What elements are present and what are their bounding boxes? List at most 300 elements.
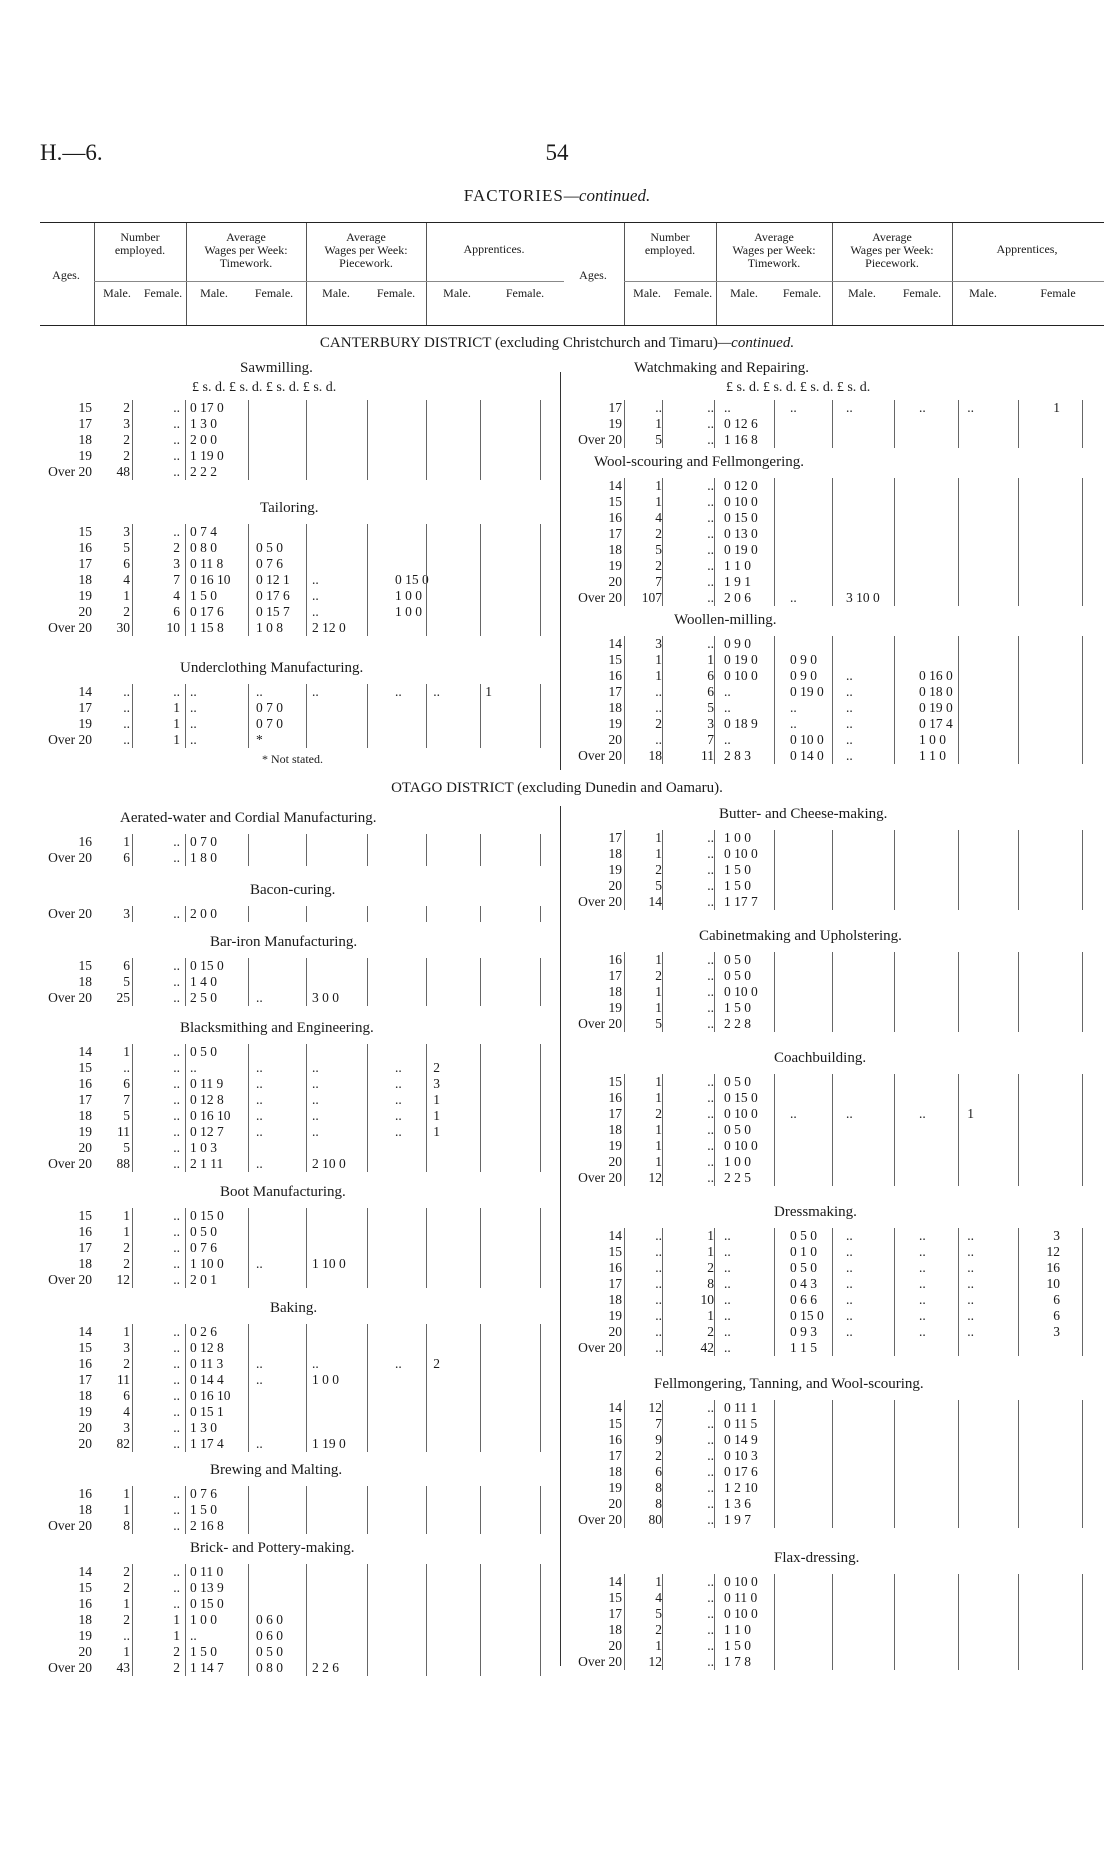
table-row bbox=[564, 574, 1104, 590]
male-timework-wage: 0 5 0 bbox=[724, 1122, 751, 1137]
males-employed: .. bbox=[655, 684, 662, 699]
header-line: Piecework. bbox=[339, 256, 393, 270]
age: Over 20 bbox=[578, 1340, 622, 1355]
age: 19 bbox=[608, 1308, 622, 1323]
males-employed: 3 bbox=[123, 1420, 130, 1435]
column-rule bbox=[426, 834, 427, 866]
male-timework-wage: 0 15 0 bbox=[190, 1596, 224, 1611]
header-divider bbox=[716, 223, 717, 325]
age: 17 bbox=[608, 1106, 622, 1121]
male-timework-wage: 1 16 8 bbox=[724, 432, 758, 447]
male-apprentices: .. bbox=[967, 1308, 974, 1323]
females-employed: .. bbox=[707, 432, 714, 447]
table-row bbox=[564, 846, 1104, 862]
males-employed: 2 bbox=[123, 604, 130, 619]
males-employed: 1 bbox=[123, 1044, 130, 1059]
male-timework-wage: 0 17 0 bbox=[190, 400, 224, 415]
males-employed: 18 bbox=[648, 748, 662, 763]
females-employed: 6 bbox=[707, 684, 714, 699]
females-employed: 6 bbox=[707, 668, 714, 683]
column-rule bbox=[480, 1208, 481, 1288]
age: 20 bbox=[608, 1496, 622, 1511]
females-employed: 8 bbox=[707, 1276, 714, 1291]
males-employed: 80 bbox=[648, 1512, 662, 1527]
female-timework-wage: 0 10 0 bbox=[790, 732, 824, 747]
header-divider bbox=[426, 223, 427, 325]
female-piecework-wage: .. bbox=[395, 1108, 402, 1123]
header-ages: Ages. bbox=[579, 268, 607, 282]
males-employed: 1 bbox=[123, 1502, 130, 1517]
column-rule bbox=[1082, 478, 1083, 606]
column-rule bbox=[714, 830, 715, 910]
male-apprentices: .. bbox=[967, 400, 974, 415]
age: 19 bbox=[608, 716, 622, 731]
column-separator bbox=[560, 806, 561, 1666]
column-rule bbox=[774, 952, 775, 1032]
male-timework-wage: .. bbox=[190, 1060, 197, 1075]
male-timework-wage: 2 2 8 bbox=[724, 1016, 751, 1031]
document-title bbox=[0, 186, 1114, 206]
male-timework-wage: 0 9 0 bbox=[724, 636, 751, 651]
male-timework-wage: 1 2 10 bbox=[724, 1480, 758, 1495]
male-timework-wage: 1 7 8 bbox=[724, 1654, 751, 1669]
age: 16 bbox=[608, 510, 622, 525]
males-employed: 2 bbox=[655, 716, 662, 731]
females-employed: .. bbox=[707, 984, 714, 999]
column-rule bbox=[832, 952, 833, 1032]
header-line: Wages per Week: bbox=[850, 243, 934, 257]
header-male: Male. bbox=[103, 286, 131, 300]
females-employed: .. bbox=[173, 1502, 180, 1517]
table-row bbox=[40, 556, 560, 572]
males-employed: 5 bbox=[655, 1606, 662, 1621]
females-employed: .. bbox=[707, 1654, 714, 1669]
table-row bbox=[564, 510, 1104, 526]
males-employed: 25 bbox=[116, 990, 130, 1005]
header-line: Average bbox=[754, 230, 794, 244]
female-timework-wage: .. bbox=[790, 700, 797, 715]
male-timework-wage: 0 11 0 bbox=[190, 1564, 224, 1579]
column-rule bbox=[480, 524, 481, 636]
males-employed: 1 bbox=[655, 1638, 662, 1653]
male-piecework-wage: .. bbox=[312, 604, 319, 619]
males-employed: .. bbox=[123, 732, 130, 747]
table-row bbox=[40, 1644, 560, 1660]
female-timework-wage: 0 5 0 bbox=[256, 1644, 283, 1659]
column-rule bbox=[426, 524, 427, 636]
females-employed: 3 bbox=[707, 716, 714, 731]
age: 17 bbox=[608, 968, 622, 983]
female-apprentices: 16 bbox=[1046, 1260, 1060, 1275]
section-rows bbox=[40, 1324, 560, 1452]
females-employed: .. bbox=[173, 1240, 180, 1255]
section-title: Brewing and Malting. bbox=[210, 1462, 343, 1478]
male-piecework-wage: .. bbox=[846, 400, 853, 415]
females-employed: .. bbox=[173, 834, 180, 849]
male-apprentices: 3 bbox=[433, 1076, 440, 1091]
age: Over 20 bbox=[48, 850, 92, 865]
females-employed: .. bbox=[173, 1486, 180, 1501]
section-rows bbox=[564, 636, 1104, 764]
table-row bbox=[40, 1356, 560, 1372]
age: Over 20 bbox=[48, 906, 92, 921]
male-piecework-wage: .. bbox=[312, 1092, 319, 1107]
age: Over 20 bbox=[48, 990, 92, 1005]
header-line: Wages per Week: bbox=[732, 243, 816, 257]
column-rule bbox=[624, 1574, 625, 1670]
section-title: Sawmilling. bbox=[240, 360, 313, 376]
header-male: Male. bbox=[969, 286, 997, 300]
table-row bbox=[40, 572, 560, 588]
table-row bbox=[564, 1090, 1104, 1106]
females-employed: .. bbox=[173, 1140, 180, 1155]
female-piecework-wage: .. bbox=[919, 1324, 926, 1339]
female-timework-wage: 1 0 8 bbox=[256, 620, 283, 635]
header-line: Wages per Week: bbox=[324, 243, 408, 257]
column-rule bbox=[480, 1564, 481, 1676]
female-piecework-wage: 0 17 4 bbox=[919, 716, 953, 731]
column-rule bbox=[306, 684, 307, 748]
males-employed: 2 bbox=[123, 1580, 130, 1595]
header-line: Average bbox=[226, 230, 266, 244]
age: 18 bbox=[78, 432, 92, 447]
column-rule bbox=[958, 1574, 959, 1670]
females-employed: .. bbox=[707, 1496, 714, 1511]
column-rule bbox=[958, 952, 959, 1032]
males-employed: 2 bbox=[123, 1564, 130, 1579]
males-employed: 8 bbox=[123, 1518, 130, 1533]
females-employed: .. bbox=[707, 862, 714, 877]
males-employed: 6 bbox=[123, 1076, 130, 1091]
column-rule bbox=[306, 1044, 307, 1172]
male-timework-wage: 0 19 0 bbox=[724, 652, 758, 667]
column-rule bbox=[774, 478, 775, 606]
table-row bbox=[564, 1622, 1104, 1638]
male-timework-wage: 0 19 0 bbox=[724, 542, 758, 557]
males-employed: 1 bbox=[655, 652, 662, 667]
table-row bbox=[564, 1512, 1104, 1528]
females-employed: .. bbox=[173, 1324, 180, 1339]
male-apprentices: .. bbox=[967, 1260, 974, 1275]
age: 20 bbox=[78, 1140, 92, 1155]
header-line: employed. bbox=[114, 243, 166, 257]
table-row bbox=[564, 1606, 1104, 1622]
female-timework-wage: 0 5 0 bbox=[790, 1260, 817, 1275]
table-row bbox=[40, 448, 560, 464]
females-employed: 42 bbox=[700, 1340, 714, 1355]
male-timework-wage: 1 8 0 bbox=[190, 850, 217, 865]
female-timework-wage: 0 5 0 bbox=[790, 1228, 817, 1243]
females-employed: .. bbox=[707, 478, 714, 493]
age: 20 bbox=[608, 1638, 622, 1653]
male-piecework-wage: .. bbox=[846, 1292, 853, 1307]
column-rule bbox=[540, 906, 541, 922]
female-timework-wage: 0 15 7 bbox=[256, 604, 290, 619]
table-row bbox=[564, 1432, 1104, 1448]
age: 14 bbox=[608, 636, 622, 651]
section-rows bbox=[40, 1208, 560, 1288]
table-row bbox=[40, 732, 560, 748]
table-row bbox=[564, 478, 1104, 494]
females-employed: .. bbox=[707, 1480, 714, 1495]
age: 19 bbox=[78, 448, 92, 463]
males-employed: 1 bbox=[655, 984, 662, 999]
females-employed: .. bbox=[707, 494, 714, 509]
females-employed: 1 bbox=[173, 1612, 180, 1627]
currency-units-row: £ s. d. £ s. d. £ s. d. £ s. d. bbox=[192, 380, 337, 395]
age: 19 bbox=[78, 588, 92, 603]
females-employed: .. bbox=[707, 1016, 714, 1031]
female-timework-wage: 0 19 0 bbox=[790, 684, 824, 699]
column-rule bbox=[894, 400, 895, 448]
age: 18 bbox=[78, 572, 92, 587]
females-employed: .. bbox=[707, 574, 714, 589]
column-rule bbox=[185, 1486, 186, 1534]
females-employed: .. bbox=[707, 968, 714, 983]
male-timework-wage: 0 17 6 bbox=[724, 1464, 758, 1479]
females-employed: 1 bbox=[707, 1308, 714, 1323]
age: 17 bbox=[608, 1448, 622, 1463]
females-employed: .. bbox=[173, 958, 180, 973]
males-employed: 1 bbox=[123, 1486, 130, 1501]
male-timework-wage: 0 10 0 bbox=[724, 1106, 758, 1121]
females-employed: 6 bbox=[173, 604, 180, 619]
age: 18 bbox=[78, 1388, 92, 1403]
header-line: employed. bbox=[644, 243, 696, 257]
header-divider bbox=[306, 223, 307, 325]
females-employed: .. bbox=[707, 1138, 714, 1153]
male-timework-wage: 0 7 6 bbox=[190, 1240, 217, 1255]
section-rows bbox=[40, 906, 560, 922]
column-rule bbox=[774, 1074, 775, 1186]
male-timework-wage: 0 17 6 bbox=[190, 604, 224, 619]
column-rule bbox=[774, 1228, 775, 1356]
column-rule bbox=[662, 952, 663, 1032]
male-apprentices: .. bbox=[967, 1292, 974, 1307]
age: 16 bbox=[78, 834, 92, 849]
males-employed: 5 bbox=[655, 878, 662, 893]
male-piecework-wage: .. bbox=[846, 684, 853, 699]
column-rule bbox=[624, 1400, 625, 1528]
section-rows bbox=[564, 1574, 1104, 1670]
female-timework-wage: .. bbox=[256, 1076, 263, 1091]
age: 16 bbox=[78, 1596, 92, 1611]
female-piecework-wage: .. bbox=[919, 1106, 926, 1121]
header-female: Female bbox=[1040, 286, 1076, 300]
table-row bbox=[564, 1292, 1104, 1308]
female-piecework-wage: 0 18 0 bbox=[919, 684, 953, 699]
column-rule bbox=[426, 1324, 427, 1452]
males-employed: 3 bbox=[123, 1340, 130, 1355]
males-employed: 1 bbox=[655, 1154, 662, 1169]
column-rule bbox=[132, 1486, 133, 1534]
age: Over 20 bbox=[48, 1156, 92, 1171]
male-piecework-wage: .. bbox=[846, 668, 853, 683]
table-row bbox=[40, 1324, 560, 1340]
males-employed: 5 bbox=[123, 1108, 130, 1123]
male-timework-wage: .. bbox=[724, 1260, 731, 1275]
age: 14 bbox=[78, 1564, 92, 1579]
table-row bbox=[564, 1416, 1104, 1432]
male-timework-wage: .. bbox=[724, 400, 731, 415]
header-female: Female. bbox=[505, 286, 545, 300]
column-rule bbox=[306, 400, 307, 480]
age: 15 bbox=[608, 1244, 622, 1259]
males-employed: 11 bbox=[117, 1124, 130, 1139]
male-timework-wage: 1 0 0 bbox=[724, 1154, 751, 1169]
header-line: Average bbox=[346, 230, 386, 244]
female-piecework-wage: .. bbox=[919, 1228, 926, 1243]
column-rule bbox=[774, 400, 775, 448]
column-rule bbox=[1082, 636, 1083, 764]
column-rule bbox=[832, 1074, 833, 1186]
header-divider bbox=[952, 223, 953, 325]
table-row bbox=[564, 1260, 1104, 1276]
male-timework-wage: 0 14 4 bbox=[190, 1372, 224, 1387]
male-timework-wage: 0 5 0 bbox=[724, 968, 751, 983]
column-rule bbox=[774, 636, 775, 764]
age: 14 bbox=[608, 478, 622, 493]
table-row bbox=[40, 1340, 560, 1356]
females-employed: .. bbox=[707, 1090, 714, 1105]
column-rule bbox=[662, 636, 663, 764]
column-rule bbox=[132, 684, 133, 748]
females-employed: .. bbox=[707, 1170, 714, 1185]
table-row bbox=[40, 1208, 560, 1224]
column-rule bbox=[1082, 1400, 1083, 1528]
table-row bbox=[564, 1496, 1104, 1512]
male-timework-wage: 0 5 0 bbox=[724, 952, 751, 967]
males-employed: 88 bbox=[116, 1156, 130, 1171]
male-timework-wage: 1 1 0 bbox=[724, 558, 751, 573]
males-employed: 2 bbox=[655, 1448, 662, 1463]
female-piecework-wage: 1 1 0 bbox=[919, 748, 946, 763]
male-timework-wage: 1 0 0 bbox=[190, 1612, 217, 1627]
females-employed: 1 bbox=[707, 652, 714, 667]
male-timework-wage: 0 10 0 bbox=[724, 1606, 758, 1621]
male-timework-wage: 0 8 0 bbox=[190, 540, 217, 555]
age: 14 bbox=[608, 1574, 622, 1589]
males-employed: 12 bbox=[648, 1400, 662, 1415]
column-rule bbox=[662, 1574, 663, 1670]
column-rule bbox=[714, 400, 715, 448]
female-timework-wage: 0 8 0 bbox=[256, 1660, 283, 1675]
age: 20 bbox=[608, 1324, 622, 1339]
females-employed: .. bbox=[173, 906, 180, 921]
females-employed: .. bbox=[707, 1512, 714, 1527]
column-rule bbox=[1082, 830, 1083, 910]
age: 20 bbox=[608, 1154, 622, 1169]
females-employed: .. bbox=[173, 1340, 180, 1355]
column-rule bbox=[426, 1044, 427, 1172]
age: Over 20 bbox=[48, 732, 92, 747]
male-timework-wage: 1 5 0 bbox=[190, 1644, 217, 1659]
male-timework-wage: 0 14 9 bbox=[724, 1432, 758, 1447]
age: 18 bbox=[608, 700, 622, 715]
table-row bbox=[40, 1060, 560, 1076]
table-row bbox=[40, 416, 560, 432]
male-piecework-wage: .. bbox=[846, 1308, 853, 1323]
male-timework-wage: 0 5 0 bbox=[190, 1224, 217, 1239]
header-divider bbox=[624, 223, 625, 325]
male-timework-wage: 2 0 0 bbox=[190, 432, 217, 447]
header-divider bbox=[186, 223, 187, 325]
column-rule bbox=[367, 1044, 368, 1172]
column-rule bbox=[185, 1324, 186, 1452]
male-piecework-wage: .. bbox=[846, 700, 853, 715]
table-row bbox=[40, 540, 560, 556]
female-timework-wage: 0 7 6 bbox=[256, 556, 283, 571]
age: Over 20 bbox=[48, 1272, 92, 1287]
header-female: Female. bbox=[254, 286, 294, 300]
table-row bbox=[40, 1518, 560, 1534]
column-rule bbox=[1018, 636, 1019, 764]
column-rule bbox=[832, 1400, 833, 1528]
header-male: Male. bbox=[200, 286, 228, 300]
header-male: Male. bbox=[443, 286, 471, 300]
male-apprentices: 2 bbox=[433, 1060, 440, 1075]
male-timework-wage: 0 16 10 bbox=[190, 572, 231, 587]
column-rule bbox=[367, 834, 368, 866]
section-rows bbox=[40, 684, 560, 748]
section-title: Boot Manufacturing. bbox=[220, 1184, 346, 1200]
table-row bbox=[40, 990, 560, 1006]
male-timework-wage: 0 5 0 bbox=[190, 1044, 217, 1059]
table-row bbox=[40, 1240, 560, 1256]
column-rule bbox=[248, 1044, 249, 1172]
column-rule bbox=[774, 1400, 775, 1528]
column-rule bbox=[480, 684, 481, 748]
column-rule bbox=[832, 1228, 833, 1356]
column-header-block bbox=[564, 222, 1104, 326]
table-row bbox=[564, 1276, 1104, 1292]
females-employed: .. bbox=[173, 1518, 180, 1533]
male-timework-wage: 0 10 0 bbox=[724, 668, 758, 683]
male-apprentices: 1 bbox=[967, 1106, 974, 1121]
age: 15 bbox=[608, 494, 622, 509]
females-employed: .. bbox=[707, 590, 714, 605]
table-row bbox=[40, 1372, 560, 1388]
column-rule bbox=[426, 400, 427, 480]
female-timework-wage: 0 5 0 bbox=[256, 540, 283, 555]
column-rule bbox=[540, 1044, 541, 1172]
males-employed: 2 bbox=[123, 1612, 130, 1627]
male-timework-wage: 2 0 6 bbox=[724, 590, 751, 605]
column-rule bbox=[958, 478, 959, 606]
column-rule bbox=[306, 1486, 307, 1534]
female-timework-wage: .. bbox=[256, 1060, 263, 1075]
table-row bbox=[40, 1108, 560, 1124]
female-timework-wage: .. bbox=[256, 1436, 263, 1451]
male-apprentices: .. bbox=[433, 684, 440, 699]
male-timework-wage: 0 15 0 bbox=[724, 510, 758, 525]
females-employed: .. bbox=[173, 1436, 180, 1451]
female-piecework-wage: .. bbox=[919, 400, 926, 415]
male-timework-wage: 1 1 0 bbox=[724, 1622, 751, 1637]
age: 19 bbox=[608, 416, 622, 431]
table-row bbox=[564, 830, 1104, 846]
females-employed: .. bbox=[173, 1388, 180, 1403]
female-timework-wage: .. bbox=[256, 1124, 263, 1139]
females-employed: .. bbox=[707, 830, 714, 845]
table-row bbox=[564, 878, 1104, 894]
canterbury-district-name: CANTERBURY DISTRICT (excluding Christchurch and Timaru) bbox=[319, 335, 718, 351]
male-timework-wage: 2 0 1 bbox=[190, 1272, 217, 1287]
male-timework-wage: 0 11 5 bbox=[724, 1416, 758, 1431]
header-avg-timework bbox=[716, 231, 832, 270]
section-rows bbox=[564, 952, 1104, 1032]
age: 19 bbox=[608, 862, 622, 877]
